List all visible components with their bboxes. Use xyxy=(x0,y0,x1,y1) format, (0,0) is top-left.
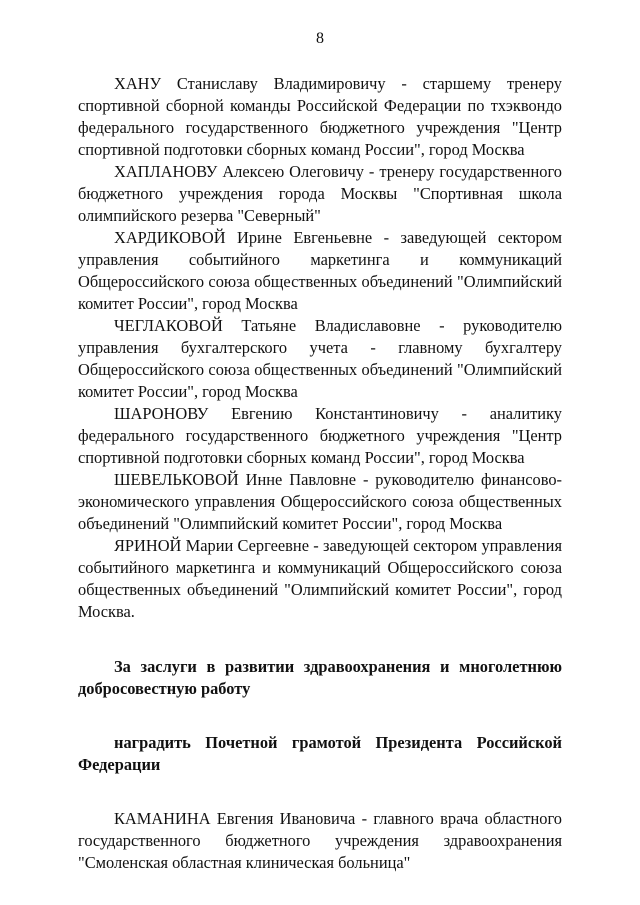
awardee-paragraph: ХАНУ Станиславу Владимировичу - старшему тренеру спортивной сборной команды Российской Федерации по тхэквондо федерального государственного бюджетного учреждения "Центр спортивной подготовки сборных команд России", город Москва xyxy=(78,74,562,159)
document-body xyxy=(78,73,562,874)
award-heading: наградить Почетной грамотой Президента Российской Федерации xyxy=(78,733,562,774)
awardee-paragraph: КАМАНИНА Евгения Ивановича - главного врача областного государственного бюджетного учреждения здравоохранения "Смоленская областная клиническая больница" xyxy=(78,809,562,872)
section-heading: За заслуги в развитии здравоохранения и многолетнюю добросовестную работу xyxy=(78,657,562,698)
awardee-paragraph: ШЕВЕЛЬКОВОЙ Инне Павловне - руководителю финансово-экономического управления Общероссийского союза общественных объединений "Олимпийский комитет России", город Москва xyxy=(78,470,562,533)
spacer xyxy=(78,623,562,656)
spacer xyxy=(78,700,562,732)
awardee-paragraph: ЧЕГЛАКОВОЙ Татьяне Владиславовне - руководителю управления бухгалтерского учета - главному бухгалтеру Общероссийского союза общественных объединений "Олимпийский комитет России", город Москва xyxy=(78,316,562,401)
awardee-paragraph: ШАРОНОВУ Евгению Константиновичу - аналитику федерального государственного бюджетного учреждения "Центр спортивной подготовки сборных команд России", город Москва xyxy=(78,404,562,467)
page-number: 8 xyxy=(316,30,324,47)
awardee-paragraph: ХАРДИКОВОЙ Ирине Евгеньевне - заведующей сектором управления событийного маркетинга и коммуникаций Общероссийского союза общественных объединений "Олимпийский комитет России", город Москва xyxy=(78,228,562,313)
awardee-paragraph: ЯРИНОЙ Марии Сергеевне - заведующей сектором управления событийного маркетинга и коммуникаций Общероссийского союза общественных объединений "Олимпийский комитет России", город Москва. xyxy=(78,536,562,621)
awardee-paragraph: ХАПЛАНОВУ Алексею Олеговичу - тренеру государственного бюджетного учреждения города Москвы "Спортивная школа олимпийского резерва "Северный" xyxy=(78,162,562,225)
spacer xyxy=(78,776,562,808)
